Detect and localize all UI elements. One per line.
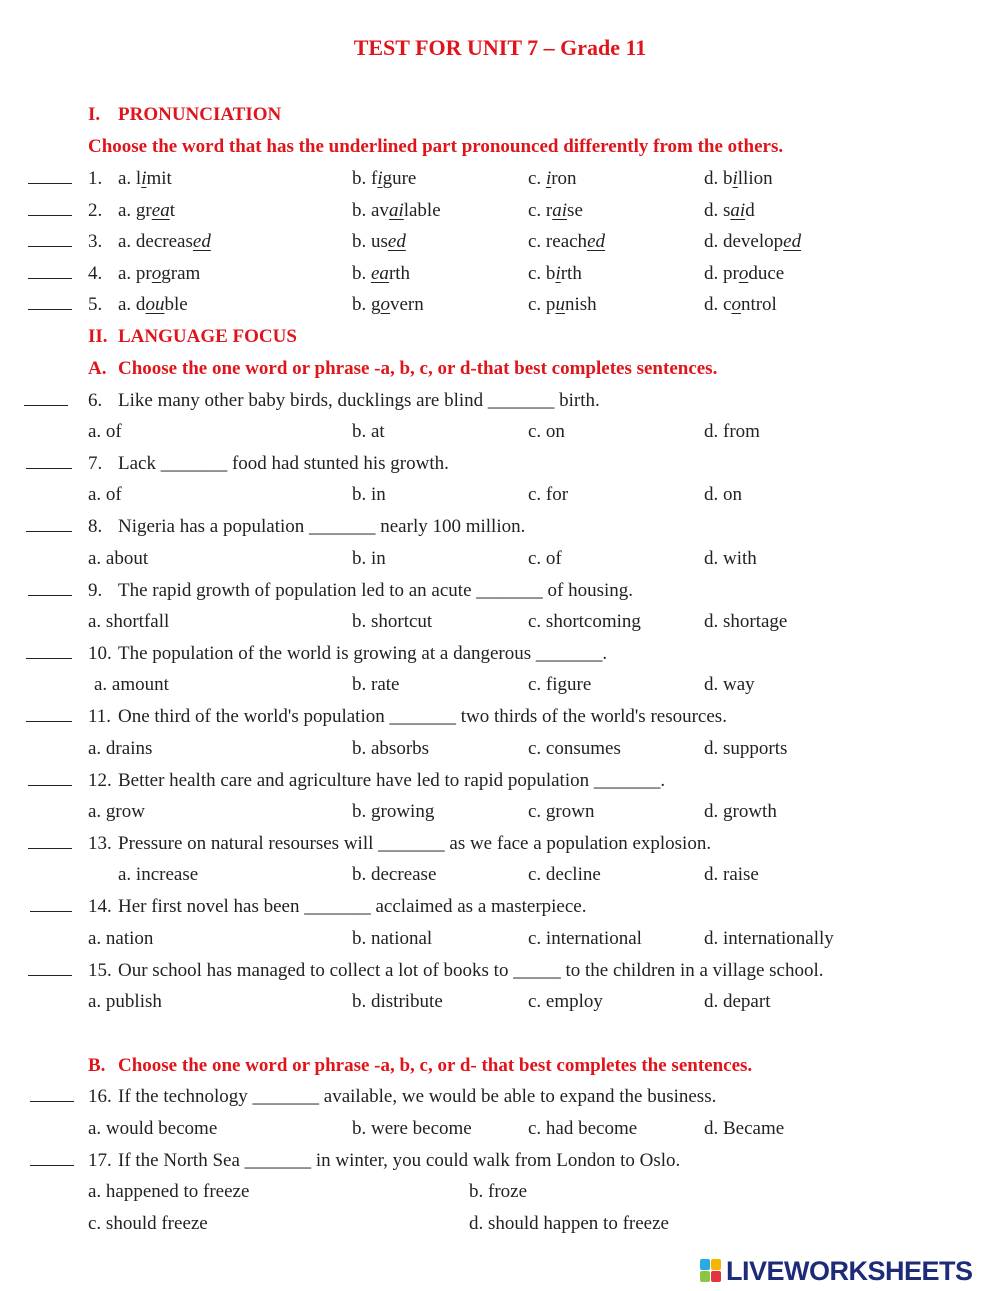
option-text: llion bbox=[737, 168, 773, 189]
option-text: b. f bbox=[352, 168, 378, 189]
option-b[interactable] bbox=[352, 231, 406, 253]
option-b[interactable]: b. were become bbox=[352, 1118, 472, 1139]
option-text: rth bbox=[560, 263, 582, 284]
liveworksheets-logo bbox=[700, 1256, 973, 1286]
part-a-letter: A. bbox=[88, 358, 107, 379]
option-text: d. pr bbox=[704, 263, 739, 284]
question-number: 15. bbox=[88, 960, 112, 981]
option-text: c. bbox=[528, 168, 546, 189]
option-text: c. r bbox=[528, 200, 553, 221]
section-2-number: II. bbox=[88, 326, 108, 347]
option-text: se bbox=[567, 200, 583, 221]
option-d[interactable]: d. depart bbox=[704, 991, 771, 1012]
option-a[interactable]: a. of bbox=[88, 484, 122, 505]
question-number: 6. bbox=[88, 390, 103, 411]
option-c[interactable] bbox=[528, 263, 582, 285]
option-b[interactable]: b. in bbox=[352, 484, 386, 505]
option-b[interactable]: b. in bbox=[352, 548, 386, 569]
underlined-part: ea bbox=[151, 200, 170, 221]
page-title: TEST FOR UNIT 7 – Grade 11 bbox=[353, 35, 647, 60]
option-a[interactable]: a. increase bbox=[118, 864, 199, 885]
section-2-heading: LANGUAGE FOCUS bbox=[118, 326, 297, 347]
question-text: Like many other baby birds, ducklings are blind _______ birth. bbox=[118, 390, 600, 411]
answer-blank[interactable] bbox=[30, 911, 72, 912]
answer-blank[interactable] bbox=[28, 278, 72, 279]
option-text: a. decreas bbox=[118, 231, 193, 252]
question-text: Better health care and agriculture have led to rapid population _______. bbox=[118, 770, 666, 791]
option-text: duce bbox=[748, 263, 785, 284]
answer-blank[interactable] bbox=[26, 468, 72, 469]
option-d[interactable]: d. with bbox=[704, 548, 757, 569]
underlined-part: i bbox=[555, 263, 561, 284]
option-c[interactable]: c. grown bbox=[528, 801, 595, 822]
option-a[interactable]: a. shortfall bbox=[88, 611, 170, 632]
answer-blank[interactable] bbox=[28, 309, 72, 310]
answer-blank[interactable] bbox=[28, 215, 72, 216]
question-number: 3. bbox=[88, 231, 103, 252]
question-text: Our school has managed to collect a lot of books to _____ to the children in a village school. bbox=[118, 960, 824, 981]
question-number: 13. bbox=[88, 833, 112, 854]
option-text: b. bbox=[352, 263, 371, 284]
option-a[interactable]: a. drains bbox=[88, 738, 153, 759]
option-text: gure bbox=[382, 168, 417, 189]
question-number: 5. bbox=[88, 294, 103, 315]
option-text: ble bbox=[164, 294, 188, 315]
question-number: 11. bbox=[88, 706, 112, 727]
option-a[interactable]: a. amount bbox=[94, 674, 169, 695]
option-a[interactable]: a. about bbox=[88, 548, 149, 569]
option-b[interactable]: b. decrease bbox=[352, 864, 437, 885]
answer-blank[interactable] bbox=[28, 848, 72, 849]
option-text: a. l bbox=[118, 168, 142, 189]
option-text: nish bbox=[564, 294, 597, 315]
option-text: d. c bbox=[704, 294, 732, 315]
option-a[interactable] bbox=[118, 168, 172, 190]
option-a[interactable]: a. would become bbox=[88, 1118, 218, 1139]
question-number: 4. bbox=[88, 263, 103, 284]
option-text: b. us bbox=[352, 231, 388, 252]
question-number: 17. bbox=[88, 1150, 112, 1171]
option-d[interactable]: d. from bbox=[704, 421, 760, 442]
answer-blank[interactable] bbox=[24, 405, 68, 406]
underlined-part: ea bbox=[371, 263, 389, 284]
question-number: 1. bbox=[88, 168, 103, 189]
answer-blank[interactable] bbox=[28, 183, 72, 184]
option-a[interactable]: a. nation bbox=[88, 928, 154, 949]
underlined-part: ed bbox=[587, 231, 605, 252]
option-b[interactable] bbox=[352, 200, 441, 222]
answer-blank[interactable] bbox=[26, 658, 72, 659]
underlined-part: o bbox=[731, 294, 741, 315]
section-1-heading: PRONUNCIATION bbox=[118, 104, 282, 125]
option-b[interactable]: b. at bbox=[352, 421, 385, 442]
option-text: d. s bbox=[704, 200, 731, 221]
part-a-instruction: Choose the one word or phrase -a, b, c, or d-that best completes sentences. bbox=[118, 358, 718, 379]
option-a[interactable] bbox=[118, 294, 188, 316]
question-text: If the North Sea _______ in winter, you could walk from London to Oslo. bbox=[118, 1150, 681, 1171]
question-text: One third of the world's population _______ two thirds of the world's resources. bbox=[118, 706, 727, 727]
option-d[interactable]: d. Became bbox=[704, 1118, 785, 1139]
option-b[interactable]: b. absorbs bbox=[352, 738, 430, 759]
option-d[interactable]: d. raise bbox=[704, 864, 759, 885]
option-c[interactable]: c. shortcoming bbox=[528, 611, 641, 632]
option-d[interactable] bbox=[704, 263, 784, 285]
option-text: ron bbox=[551, 168, 577, 189]
question-number: 2. bbox=[88, 200, 103, 221]
option-c[interactable] bbox=[528, 200, 583, 222]
logo-text: LIVEWORKSHEETS bbox=[726, 1255, 973, 1286]
question-number: 16. bbox=[88, 1086, 112, 1107]
option-d[interactable]: d. on bbox=[704, 484, 742, 505]
option-text: gram bbox=[161, 263, 201, 284]
option-a[interactable]: a. of bbox=[88, 421, 122, 442]
option-d[interactable]: d. growth bbox=[704, 801, 777, 822]
option-text: a. d bbox=[118, 294, 146, 315]
option-text: d. develop bbox=[704, 231, 784, 252]
option-b[interactable] bbox=[352, 294, 424, 316]
underlined-part: ai bbox=[730, 200, 746, 221]
option-c[interactable]: c. international bbox=[528, 928, 642, 949]
option-a[interactable]: a. happened to freeze bbox=[88, 1181, 250, 1202]
option-a[interactable]: a. grow bbox=[88, 801, 145, 822]
option-text: b. g bbox=[352, 294, 381, 315]
option-c[interactable]: c. of bbox=[528, 548, 562, 569]
option-c[interactable]: c. had become bbox=[528, 1118, 638, 1139]
option-text: ntrol bbox=[740, 294, 777, 315]
question-text: Lack _______ food had stunted his growth. bbox=[118, 453, 449, 474]
option-text: c. p bbox=[528, 294, 556, 315]
question-text: Pressure on natural resourses will _______ as we face a population explosion. bbox=[118, 833, 712, 854]
answer-blank[interactable] bbox=[26, 721, 72, 722]
question-number: 8. bbox=[88, 516, 103, 537]
option-text: a. pr bbox=[118, 263, 152, 284]
question-number: 12. bbox=[88, 770, 112, 791]
underlined-part: i bbox=[545, 168, 552, 189]
underlined-part: ed bbox=[192, 231, 211, 252]
option-c[interactable]: c. consumes bbox=[528, 738, 621, 759]
underlined-part: o bbox=[151, 263, 162, 284]
option-text: lable bbox=[403, 200, 441, 221]
option-b[interactable]: b. rate bbox=[352, 674, 400, 695]
underlined-part: ed bbox=[387, 231, 406, 252]
question-number: 9. bbox=[88, 580, 103, 601]
underlined-part: o bbox=[380, 294, 390, 315]
question-number: 10. bbox=[88, 643, 112, 664]
question-text: The rapid growth of population led to an acute _______ of housing. bbox=[118, 580, 634, 601]
option-a[interactable] bbox=[118, 263, 200, 285]
option-text: d. b bbox=[704, 168, 733, 189]
question-text: The population of the world is growing at a dangerous _______. bbox=[118, 643, 608, 664]
answer-blank[interactable] bbox=[26, 531, 72, 532]
part-b-instruction: Choose the one word or phrase -a, b, c, or d- that best completes the sentences. bbox=[118, 1055, 753, 1076]
answer-blank[interactable] bbox=[28, 785, 72, 786]
section-1-number: I. bbox=[88, 104, 101, 125]
option-text: rth bbox=[388, 263, 411, 284]
option-text: b. av bbox=[352, 200, 389, 221]
answer-blank[interactable] bbox=[30, 1101, 74, 1102]
answer-blank[interactable] bbox=[28, 975, 72, 976]
option-b[interactable] bbox=[352, 168, 416, 190]
option-d[interactable]: d. way bbox=[704, 674, 755, 695]
option-text: d bbox=[745, 200, 755, 221]
underlined-part: i bbox=[732, 168, 738, 189]
option-text: c. reach bbox=[528, 231, 588, 252]
answer-blank[interactable] bbox=[28, 246, 72, 247]
underlined-part: ai bbox=[388, 200, 404, 221]
option-text: t bbox=[169, 200, 175, 221]
option-b[interactable]: b. froze bbox=[469, 1181, 528, 1202]
question-number: 14. bbox=[88, 896, 112, 917]
option-d[interactable]: d. supports bbox=[704, 738, 788, 759]
option-text: vern bbox=[390, 294, 424, 315]
option-d[interactable] bbox=[704, 200, 755, 222]
option-text: c. b bbox=[528, 263, 556, 284]
question-number: 7. bbox=[88, 453, 103, 474]
option-text: mit bbox=[146, 168, 172, 189]
option-c[interactable]: c. on bbox=[528, 421, 565, 442]
option-a[interactable]: a. publish bbox=[88, 991, 162, 1012]
answer-blank[interactable] bbox=[28, 595, 72, 596]
underlined-part: ed bbox=[783, 231, 802, 252]
underlined-part: u bbox=[555, 294, 565, 315]
option-b[interactable] bbox=[352, 263, 410, 285]
underlined-part: ai bbox=[552, 200, 568, 221]
option-c[interactable]: c. for bbox=[528, 484, 569, 505]
option-c[interactable]: c. employ bbox=[528, 991, 603, 1012]
section-1-instruction: Choose the word that has the underlined part pronounced differently from the others. bbox=[88, 136, 784, 157]
option-a[interactable] bbox=[118, 200, 175, 222]
logo-mark-icon bbox=[700, 1259, 722, 1283]
option-c[interactable] bbox=[528, 168, 577, 190]
option-b[interactable]: b. national bbox=[352, 928, 433, 949]
answer-blank[interactable] bbox=[30, 1165, 74, 1166]
option-c[interactable] bbox=[528, 231, 605, 253]
option-c[interactable] bbox=[528, 294, 597, 316]
underlined-part: i bbox=[377, 168, 383, 189]
option-c[interactable]: c. figure bbox=[528, 674, 592, 695]
option-d[interactable]: d. internationally bbox=[704, 928, 834, 949]
underlined-part: o bbox=[738, 263, 749, 284]
option-b[interactable]: b. shortcut bbox=[352, 611, 433, 632]
option-d[interactable]: d. shortage bbox=[704, 611, 788, 632]
option-a[interactable] bbox=[118, 231, 211, 253]
part-b-letter: B. bbox=[88, 1055, 106, 1076]
question-text: Her first novel has been _______ acclaimed as a masterpiece. bbox=[118, 896, 587, 917]
option-b[interactable]: b. distribute bbox=[352, 991, 443, 1012]
option-d[interactable] bbox=[704, 168, 773, 190]
question-text: If the technology _______ available, we would be able to expand the business. bbox=[118, 1086, 717, 1107]
option-d[interactable] bbox=[704, 231, 801, 253]
underlined-part: i bbox=[141, 168, 147, 189]
option-text: a. gr bbox=[118, 200, 152, 221]
option-d[interactable]: d. should happen to freeze bbox=[469, 1213, 669, 1234]
option-c[interactable]: c. should freeze bbox=[88, 1213, 208, 1234]
option-b[interactable]: b. growing bbox=[352, 801, 435, 822]
underlined-part: ou bbox=[145, 294, 165, 315]
option-d[interactable] bbox=[704, 294, 777, 316]
option-c[interactable]: c. decline bbox=[528, 864, 601, 885]
question-text: Nigeria has a population _______ nearly 100 million. bbox=[118, 516, 526, 537]
